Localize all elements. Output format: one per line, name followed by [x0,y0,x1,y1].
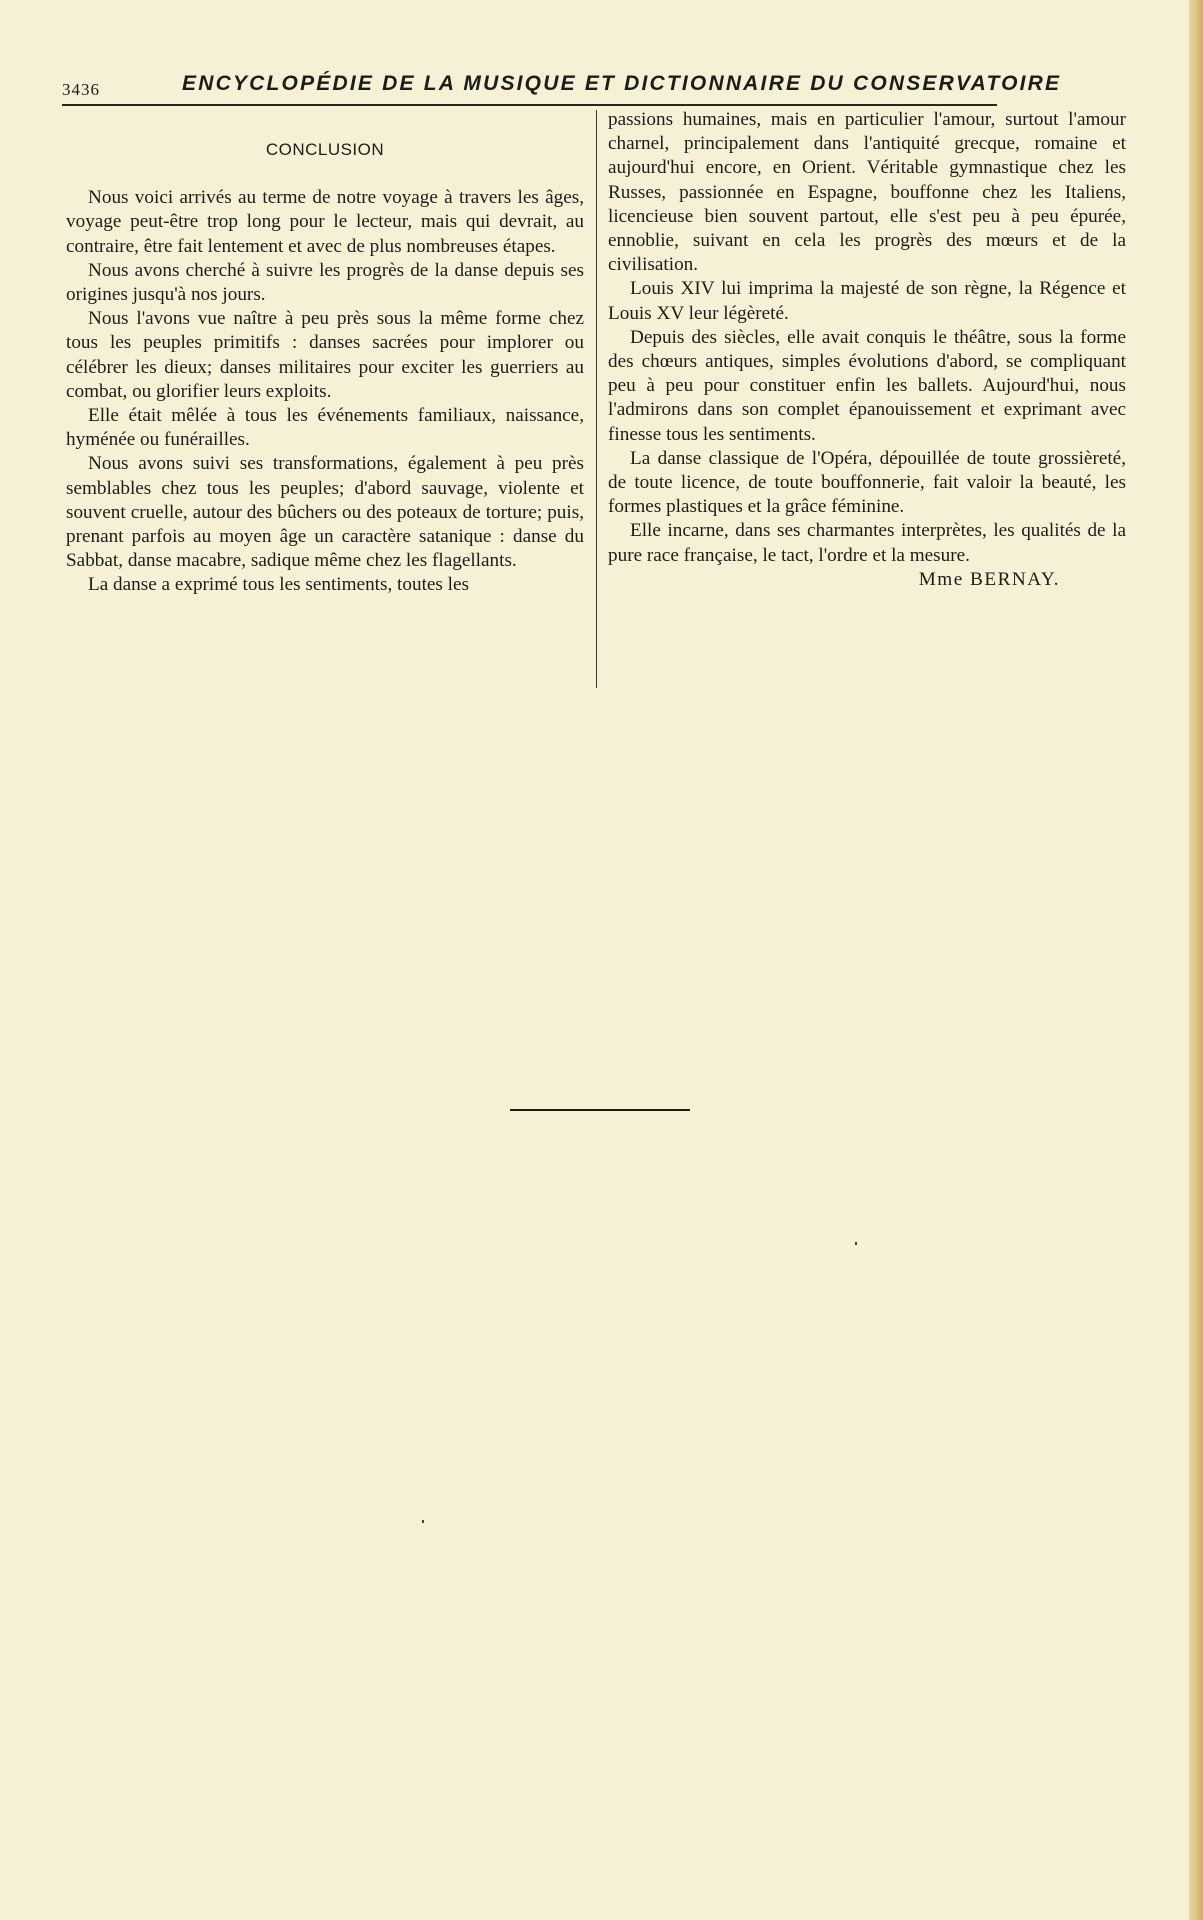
paragraph: La danse a exprimé tous les sentiments, toutes les [88,574,469,596]
paragraph: Nous voici arrivés au terme de notre voyage à travers les âges, voyage peut-être trop long pour le lecteur, mais qui devrait, au contraire, être fait lentement et avec de plus nombreuses étapes. [66,187,584,257]
author-signature: Mme BERNAY. [918,568,1060,590]
paragraph: Nous avons cherché à suivre les progrès de la danse depuis ses origines jusqu'à nos jours. [66,259,584,306]
print-speck [855,1242,857,1245]
paragraph: Louis XIV lui imprima la majesté de son règne, la Régence et Louis XV leur légèreté. [608,278,1126,324]
page-header [62,70,1062,106]
paragraph: passions humaines, mais en particulier l'amour, surtout l'amour charnel, principalement dans l'antiquité grecque, romaine et aujourd'hui encore, en Orient. Véritable gymnastique chez les Russes, passionnée en Espagne, bouffonne chez les Italiens, licencieuse bien souvent partout, elle s'est peu à peu épurée, ennoblie, suivant en cela les progrès des mœurs et de la civilisation. [608,109,1126,276]
paragraph: Nous l'avons vue naître à peu près sous la même forme chez tous les peuples primitifs : danses sacrées pour implorer ou célébrer les dieux; danses militaires pour exciter les guerriers au combat, ou glorifier leurs exploits. [66,308,584,402]
section-title: CONCLUSION [265,140,385,159]
left-column [66,108,584,598]
paragraph: Elle était mêlée à tous les événements familiaux, naissance, hyménée ou funérailles. [66,405,584,451]
paragraph: La danse classique de l'Opéra, dépouillée de toute grossièreté, de toute licence, de toute bouffonnerie, fait valoir la beauté, les formes plastiques et la grâce féminine. [608,447,1126,518]
page-number: 3436 [62,80,100,99]
right-column [608,108,1126,592]
paragraph: Nous avons suivi ses transformations, également à peu près semblables chez tous les peuples; d'abord sauvage, violente et souvent cruelle, autour des bûchers ou des poteaux de torture; puis, prenant parfois au moyen âge un caractère satanique : danse du Sabbat, danse macabre, sadique même chez les flagellants. [66,453,584,572]
paragraph: Elle incarne, dans ses charmantes interprètes, les qualités de la pure race française, le tact, l'ordre et la mesure. [608,520,1126,566]
running-title: ENCYCLOPÉDIE DE LA MUSIQUE ET DICTIONNAIRE DU CONSERVATOIRE [182,72,1062,95]
end-rule [510,1109,690,1111]
print-speck [422,1520,424,1523]
page-edge [1189,0,1203,1920]
column-divider [596,110,597,688]
paragraph: Depuis des siècles, elle avait conquis le théâtre, sous la forme des chœurs antiques, simples évolutions d'abord, se compliquant peu à peu pour constituer enfin les ballets. Aujourd'hui, nous l'admirons dans son complet épanouissement et exprimant avec finesse tous les sentiments. [608,326,1126,445]
